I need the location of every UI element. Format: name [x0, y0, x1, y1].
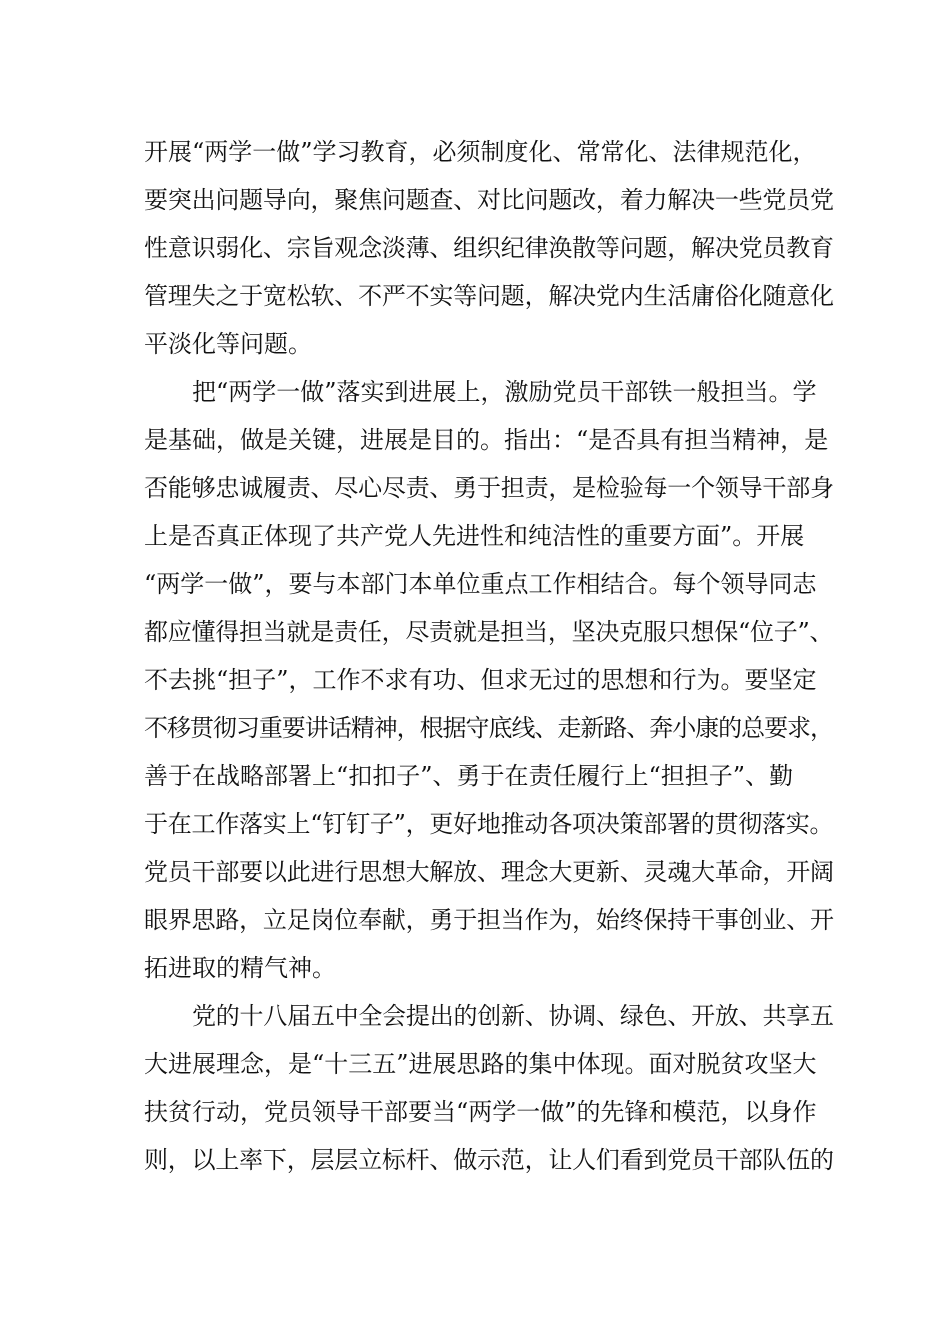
text-line: 大进展理念，是“十三五”进展思路的集中体现。面对脱贫攻坚大: [144, 1050, 817, 1078]
paragraph: [144, 992, 834, 1184]
text-line: 是基础，做是关键，进展是目的。指出：“是否具有担当精神，是: [144, 426, 829, 454]
document-body: [144, 128, 834, 1184]
text-line: 不移贯彻习重要讲话精神，根据守底线、走新路、奔小康的总要求，: [144, 714, 833, 742]
text-line: 上是否真正体现了共产党人先进性和纯洁性的重要方面”。开展: [144, 522, 805, 550]
text-line: 不去挑“担子”，工作不求有功、但求无过的思想和行为。要坚定: [144, 666, 817, 694]
text-line: 于在工作落实上“钉钉子”，更好地推动各项决策部署的贯彻落实。: [144, 810, 834, 838]
paragraph: [144, 128, 834, 368]
text-line: 开展“两学一做”学习教育，必须制度化、常常化、法律规范化，: [144, 138, 817, 166]
text-line: 把“两学一做”落实到进展上，激励党员干部铁一般担当。学: [192, 378, 817, 406]
text-line: 扶贫行动，党员领导干部要当“两学一做”的先锋和模范，以身作: [144, 1098, 817, 1126]
text-line: 都应懂得担当就是责任，尽责就是担当，坚决克服只想保“位子”、: [144, 618, 834, 646]
text-line: 要突出问题导向，聚焦问题查、对比问题改，着力解决一些党员党: [144, 186, 834, 214]
paragraph: [144, 368, 834, 992]
text-line: 眼界思路，立足岗位奉献，勇于担当作为，始终保持干事创业、开: [144, 906, 834, 934]
text-line: 性意识弱化、宗旨观念淡薄、组织纪律涣散等问题，解决党员教育: [144, 234, 834, 262]
text-line: “两学一做”，要与本部门本单位重点工作相结合。每个领导同志: [144, 570, 817, 598]
text-line: 党员干部要以此进行思想大解放、理念大更新、灵魂大革命，开阔: [144, 858, 834, 886]
text-line: 平淡化等问题。: [144, 330, 312, 358]
text-line: 管理失之于宽松软、不严不实等问题，解决党内生活庸俗化随意化: [144, 282, 834, 310]
text-line: 拓进取的精气神。: [144, 954, 336, 982]
text-line: 善于在战略部署上“扣扣子”、勇于在责任履行上“担担子”、勤: [144, 762, 794, 790]
text-line: 党的十八届五中全会提出的创新、协调、绿色、开放、共享五: [192, 1002, 834, 1030]
text-line: 否能够忠诚履责、尽心尽责、勇于担责，是检验每一个领导干部身: [144, 474, 834, 502]
text-line: 则，以上率下，层层立标杆、做示范，让人们看到党员干部队伍的: [144, 1146, 834, 1174]
